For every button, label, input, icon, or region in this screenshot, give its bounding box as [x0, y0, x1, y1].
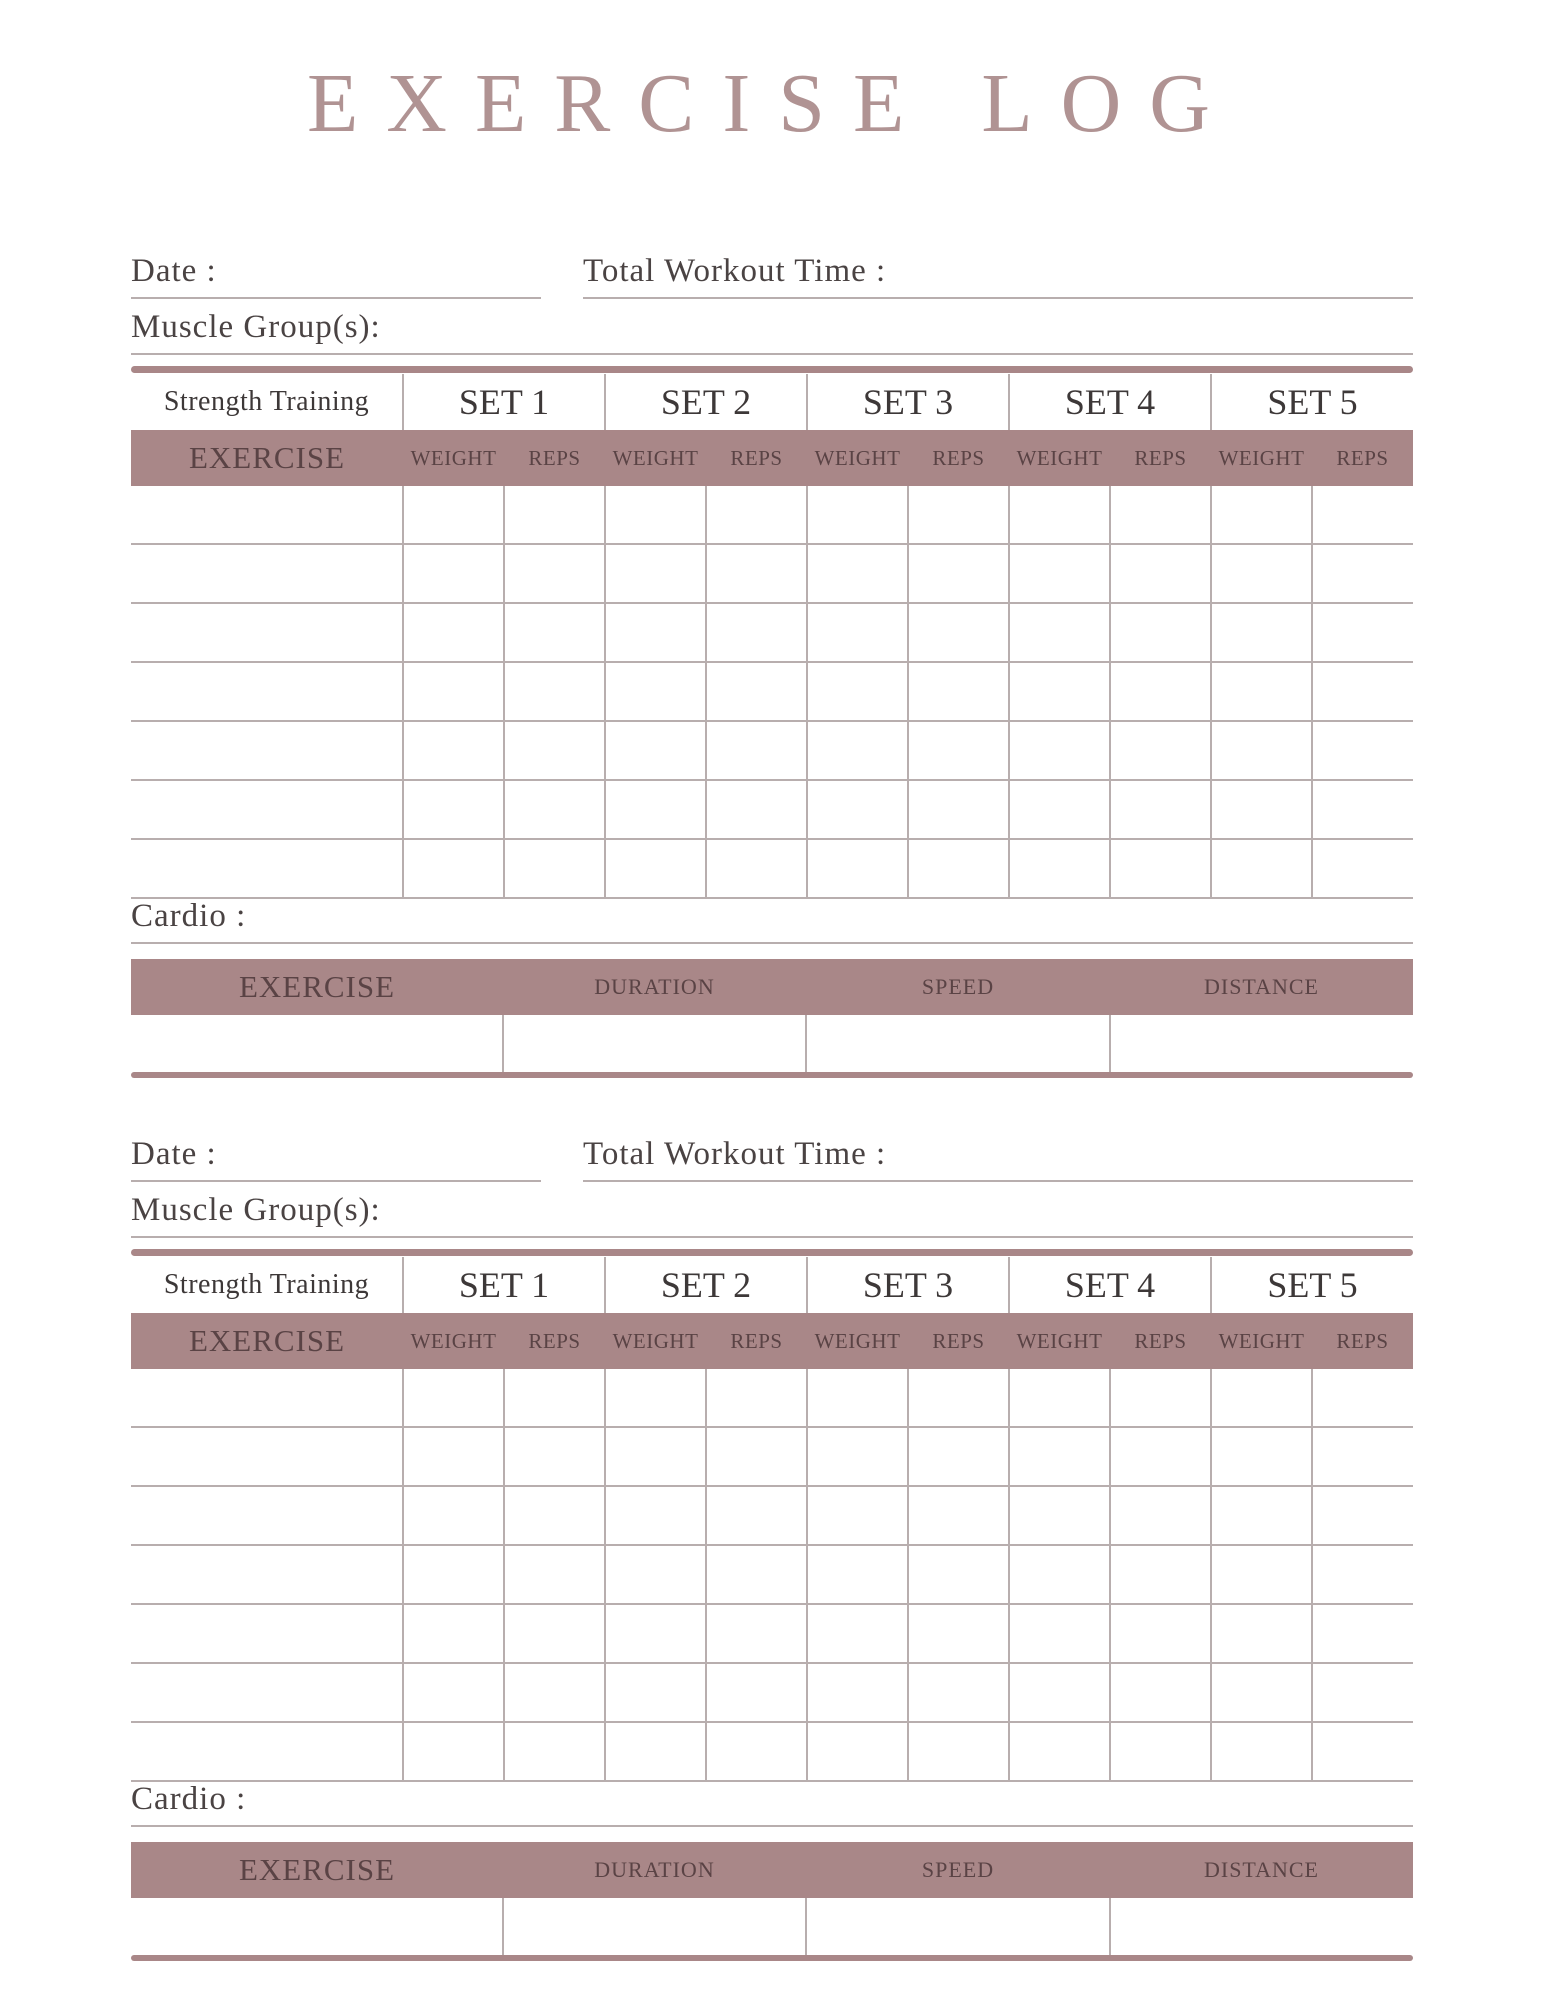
reps-cell[interactable] [908, 662, 1009, 721]
reps-cell[interactable] [706, 662, 807, 721]
reps-cell[interactable] [1312, 1427, 1413, 1486]
weight-cell[interactable] [605, 1604, 706, 1663]
reps-header-set-2: REPS [706, 1313, 807, 1369]
weight-cell[interactable] [807, 544, 908, 603]
reps-cell[interactable] [504, 839, 605, 898]
table-row [131, 1663, 1413, 1722]
reps-header-set-5: REPS [1312, 430, 1413, 486]
exercise-cell[interactable] [131, 1722, 403, 1781]
weight-cell[interactable] [1211, 1369, 1312, 1427]
cardio-speed-cell[interactable] [806, 1898, 1110, 1955]
set-4-label: SET 4 [1009, 1257, 1211, 1313]
weight-cell[interactable] [807, 780, 908, 839]
reps-header-set-1: REPS [504, 430, 605, 486]
table-row [131, 1369, 1413, 1427]
weight-header-set-5: WEIGHT [1211, 1313, 1312, 1369]
weight-header-set-4: WEIGHT [1009, 430, 1110, 486]
weight-cell[interactable] [605, 839, 706, 898]
cardio-field-line[interactable] [131, 942, 1413, 944]
cardio-column-header [131, 1842, 1413, 1898]
weight-cell[interactable] [1009, 780, 1110, 839]
weight-cell[interactable] [1009, 486, 1110, 544]
weight-cell[interactable] [1009, 721, 1110, 780]
total-time-label: Total Workout Time : [583, 1136, 887, 1172]
weight-cell[interactable] [605, 1722, 706, 1781]
cardio-speed-header: SPEED [806, 959, 1110, 1015]
total-time-label: Total Workout Time : [583, 253, 887, 289]
reps-header-set-1: REPS [504, 1313, 605, 1369]
weight-header-set-1: WEIGHT [403, 1313, 504, 1369]
cardio-distance-cell[interactable] [1110, 1015, 1413, 1072]
reps-cell[interactable] [706, 721, 807, 780]
reps-cell[interactable] [908, 1604, 1009, 1663]
strength-grid [131, 486, 1413, 899]
exercise-cell[interactable] [131, 662, 403, 721]
cardio-distance-header: DISTANCE [1110, 1842, 1413, 1898]
muscle-group-label: Muscle Group(s): [131, 309, 381, 345]
cardio-distance-cell[interactable] [1110, 1898, 1413, 1955]
table-row [131, 486, 1413, 544]
weight-cell[interactable] [403, 780, 504, 839]
cardio-grid [131, 1898, 1413, 1955]
reps-cell[interactable] [1312, 603, 1413, 662]
exercise-cell[interactable] [131, 780, 403, 839]
reps-cell[interactable] [1110, 839, 1211, 898]
reps-cell[interactable] [908, 721, 1009, 780]
weight-header-set-2: WEIGHT [605, 1313, 706, 1369]
reps-cell[interactable] [706, 780, 807, 839]
date-label: Date : [131, 253, 217, 289]
weight-cell[interactable] [1211, 544, 1312, 603]
weight-cell[interactable] [403, 1427, 504, 1486]
cardio-duration-cell[interactable] [503, 1015, 806, 1072]
weight-cell[interactable] [403, 1663, 504, 1722]
table-row [131, 1722, 1413, 1781]
set-3-label: SET 3 [807, 1257, 1009, 1313]
set-1-label: SET 1 [403, 1257, 605, 1313]
reps-cell[interactable] [908, 1486, 1009, 1545]
reps-cell[interactable] [1312, 721, 1413, 780]
page-title: EXERCISE LOG [307, 57, 1238, 150]
weight-cell[interactable] [1009, 662, 1110, 721]
cardio-exercise-header: EXERCISE [131, 959, 503, 1015]
weight-cell[interactable] [605, 1545, 706, 1604]
exercise-cell[interactable] [131, 544, 403, 603]
reps-header-set-3: REPS [908, 1313, 1009, 1369]
weight-cell[interactable] [605, 1663, 706, 1722]
weight-cell[interactable] [403, 544, 504, 603]
cardio-duration-cell[interactable] [503, 1898, 806, 1955]
table-row [131, 603, 1413, 662]
reps-cell[interactable] [1110, 1486, 1211, 1545]
reps-cell[interactable] [1110, 603, 1211, 662]
reps-cell[interactable] [504, 721, 605, 780]
weight-cell[interactable] [807, 603, 908, 662]
set-2-label: SET 2 [605, 1257, 807, 1313]
strength-top-rule [131, 1249, 1413, 1256]
exercise-cell[interactable] [131, 486, 403, 544]
reps-cell[interactable] [1110, 662, 1211, 721]
cardio-speed-cell[interactable] [806, 1015, 1110, 1072]
reps-cell[interactable] [706, 1545, 807, 1604]
weight-cell[interactable] [403, 486, 504, 544]
reps-header-set-2: REPS [706, 430, 807, 486]
reps-cell[interactable] [504, 1369, 605, 1427]
weight-cell[interactable] [1211, 721, 1312, 780]
reps-cell[interactable] [706, 1369, 807, 1427]
cardio-field-line[interactable] [131, 1825, 1413, 1827]
reps-cell[interactable] [706, 1486, 807, 1545]
cardio-exercise-cell[interactable] [131, 1015, 503, 1072]
weight-cell[interactable] [1211, 1604, 1312, 1663]
reps-header-set-3: REPS [908, 430, 1009, 486]
set-5-label: SET 5 [1211, 374, 1413, 430]
weight-cell[interactable] [605, 544, 706, 603]
weight-cell[interactable] [1009, 1663, 1110, 1722]
weight-cell[interactable] [403, 839, 504, 898]
reps-header-set-5: REPS [1312, 1313, 1413, 1369]
reps-cell[interactable] [1312, 544, 1413, 603]
table-row [131, 1604, 1413, 1663]
reps-cell[interactable] [706, 603, 807, 662]
weight-cell[interactable] [605, 1427, 706, 1486]
reps-cell[interactable] [1312, 1369, 1413, 1427]
reps-cell[interactable] [1110, 1545, 1211, 1604]
exercise-cell[interactable] [131, 1604, 403, 1663]
strength-column-header [131, 430, 1413, 486]
exercise-cell[interactable] [131, 603, 403, 662]
cardio-label: Cardio : [131, 1781, 247, 1817]
reps-cell[interactable] [706, 486, 807, 544]
cardio-duration-header: DURATION [503, 1842, 806, 1898]
table-row [131, 839, 1413, 898]
set-3-label: SET 3 [807, 374, 1009, 430]
cardio-bottom-rule [131, 1072, 1413, 1078]
weight-cell[interactable] [1009, 1604, 1110, 1663]
exercise-cell[interactable] [131, 1545, 403, 1604]
cardio-speed-header: SPEED [806, 1842, 1110, 1898]
exercise-cell[interactable] [131, 1663, 403, 1722]
weight-cell[interactable] [1211, 662, 1312, 721]
weight-header-set-4: WEIGHT [1009, 1313, 1110, 1369]
reps-cell[interactable] [1110, 1369, 1211, 1427]
weight-cell[interactable] [403, 1545, 504, 1604]
reps-cell[interactable] [908, 544, 1009, 603]
weight-cell[interactable] [807, 839, 908, 898]
weight-cell[interactable] [605, 1486, 706, 1545]
cardio-grid [131, 1015, 1413, 1072]
weight-cell[interactable] [605, 721, 706, 780]
cardio-column-header [131, 959, 1413, 1015]
reps-cell[interactable] [908, 1663, 1009, 1722]
weight-cell[interactable] [605, 603, 706, 662]
reps-cell[interactable] [706, 1663, 807, 1722]
reps-cell[interactable] [504, 1486, 605, 1545]
weight-cell[interactable] [1211, 1663, 1312, 1722]
weight-cell[interactable] [807, 1369, 908, 1427]
reps-cell[interactable] [504, 780, 605, 839]
weight-cell[interactable] [1009, 1427, 1110, 1486]
exercise-header: EXERCISE [131, 430, 403, 486]
weight-cell[interactable] [807, 486, 908, 544]
weight-cell[interactable] [1211, 780, 1312, 839]
reps-cell[interactable] [1110, 721, 1211, 780]
reps-cell[interactable] [1110, 1427, 1211, 1486]
reps-cell[interactable] [504, 603, 605, 662]
weight-cell[interactable] [605, 662, 706, 721]
reps-cell[interactable] [504, 1663, 605, 1722]
set-4-label: SET 4 [1009, 374, 1211, 430]
reps-cell[interactable] [706, 1427, 807, 1486]
strength-column-header [131, 1313, 1413, 1369]
reps-cell[interactable] [908, 780, 1009, 839]
weight-cell[interactable] [807, 1722, 908, 1781]
table-row [131, 1486, 1413, 1545]
cardio-distance-header: DISTANCE [1110, 959, 1413, 1015]
weight-cell[interactable] [605, 1369, 706, 1427]
strength-grid [131, 1369, 1413, 1782]
muscle-group-field-line[interactable] [131, 353, 1413, 355]
reps-cell[interactable] [1312, 1722, 1413, 1781]
total-time-field-line[interactable] [583, 297, 1413, 299]
weight-cell[interactable] [1211, 1486, 1312, 1545]
muscle-group-label: Muscle Group(s): [131, 1192, 381, 1228]
date-field-line[interactable] [131, 297, 541, 299]
reps-cell[interactable] [504, 662, 605, 721]
reps-cell[interactable] [504, 486, 605, 544]
weight-cell[interactable] [1211, 603, 1312, 662]
total-time-field-line[interactable] [583, 1180, 1413, 1182]
reps-cell[interactable] [504, 1604, 605, 1663]
weight-cell[interactable] [807, 721, 908, 780]
weight-cell[interactable] [605, 780, 706, 839]
weight-cell[interactable] [1211, 839, 1312, 898]
weight-cell[interactable] [1009, 544, 1110, 603]
reps-cell[interactable] [706, 1604, 807, 1663]
reps-cell[interactable] [1110, 1604, 1211, 1663]
weight-cell[interactable] [1211, 1427, 1312, 1486]
weight-cell[interactable] [403, 721, 504, 780]
reps-cell[interactable] [1110, 486, 1211, 544]
muscle-group-field-line[interactable] [131, 1236, 1413, 1238]
weight-cell[interactable] [1009, 603, 1110, 662]
reps-cell[interactable] [908, 1369, 1009, 1427]
cardio-exercise-cell[interactable] [131, 1898, 503, 1955]
weight-cell[interactable] [807, 1427, 908, 1486]
weight-header-set-3: WEIGHT [807, 1313, 908, 1369]
reps-cell[interactable] [706, 839, 807, 898]
table-row [131, 544, 1413, 603]
reps-cell[interactable] [1312, 486, 1413, 544]
weight-cell[interactable] [403, 1369, 504, 1427]
strength-training-label: Strength Training [163, 1269, 370, 1300]
reps-cell[interactable] [1312, 1604, 1413, 1663]
reps-cell[interactable] [908, 839, 1009, 898]
weight-cell[interactable] [1009, 1486, 1110, 1545]
reps-cell[interactable] [706, 1722, 807, 1781]
exercise-header: EXERCISE [131, 1313, 403, 1369]
exercise-cell[interactable] [131, 721, 403, 780]
weight-header-set-3: WEIGHT [807, 430, 908, 486]
weight-cell[interactable] [807, 1545, 908, 1604]
table-row [131, 662, 1413, 721]
reps-cell[interactable] [1312, 1663, 1413, 1722]
reps-cell[interactable] [908, 603, 1009, 662]
set-1-label: SET 1 [403, 374, 605, 430]
weight-cell[interactable] [807, 1604, 908, 1663]
weight-cell[interactable] [1211, 1545, 1312, 1604]
reps-cell[interactable] [504, 1427, 605, 1486]
reps-cell[interactable] [1312, 780, 1413, 839]
reps-header-set-4: REPS [1110, 430, 1211, 486]
reps-cell[interactable] [1110, 544, 1211, 603]
strength-top-rule [131, 366, 1413, 373]
weight-cell[interactable] [1009, 1369, 1110, 1427]
table-row [131, 1545, 1413, 1604]
weight-cell[interactable] [403, 662, 504, 721]
reps-cell[interactable] [908, 1722, 1009, 1781]
set-header-row [131, 374, 1413, 430]
reps-cell[interactable] [1312, 662, 1413, 721]
exercise-cell[interactable] [131, 1369, 403, 1427]
exercise-cell[interactable] [131, 1427, 403, 1486]
date-label: Date : [131, 1136, 217, 1172]
reps-cell[interactable] [1110, 780, 1211, 839]
reps-cell[interactable] [908, 1427, 1009, 1486]
exercise-cell[interactable] [131, 839, 403, 898]
table-row [131, 780, 1413, 839]
table-row [131, 1427, 1413, 1486]
reps-cell[interactable] [706, 544, 807, 603]
weight-header-set-5: WEIGHT [1211, 430, 1312, 486]
reps-cell[interactable] [504, 544, 605, 603]
weight-cell[interactable] [403, 603, 504, 662]
weight-cell[interactable] [605, 486, 706, 544]
cardio-duration-header: DURATION [503, 959, 806, 1015]
weight-cell[interactable] [1009, 839, 1110, 898]
reps-cell[interactable] [1312, 1486, 1413, 1545]
set-5-label: SET 5 [1211, 1257, 1413, 1313]
set-2-label: SET 2 [605, 374, 807, 430]
reps-cell[interactable] [908, 1545, 1009, 1604]
weight-cell[interactable] [1009, 1722, 1110, 1781]
reps-cell[interactable] [504, 1722, 605, 1781]
weight-cell[interactable] [403, 1604, 504, 1663]
weight-header-set-2: WEIGHT [605, 430, 706, 486]
set-header-row [131, 1257, 1413, 1313]
weight-cell[interactable] [1211, 1722, 1312, 1781]
table-row [131, 721, 1413, 780]
reps-header-set-4: REPS [1110, 1313, 1211, 1369]
weight-cell[interactable] [1211, 486, 1312, 544]
reps-cell[interactable] [1312, 1545, 1413, 1604]
weight-cell[interactable] [403, 1486, 504, 1545]
reps-cell[interactable] [1110, 1722, 1211, 1781]
date-field-line[interactable] [131, 1180, 541, 1182]
exercise-cell[interactable] [131, 1486, 403, 1545]
reps-cell[interactable] [1110, 1663, 1211, 1722]
weight-cell[interactable] [807, 662, 908, 721]
reps-cell[interactable] [1312, 839, 1413, 898]
weight-cell[interactable] [807, 1663, 908, 1722]
weight-cell[interactable] [403, 1722, 504, 1781]
weight-cell[interactable] [1009, 1545, 1110, 1604]
reps-cell[interactable] [504, 1545, 605, 1604]
strength-training-label: Strength Training [163, 386, 370, 417]
cardio-label: Cardio : [131, 898, 247, 934]
reps-cell[interactable] [908, 486, 1009, 544]
weight-header-set-1: WEIGHT [403, 430, 504, 486]
weight-cell[interactable] [807, 1486, 908, 1545]
cardio-bottom-rule [131, 1955, 1413, 1961]
cardio-exercise-header: EXERCISE [131, 1842, 503, 1898]
